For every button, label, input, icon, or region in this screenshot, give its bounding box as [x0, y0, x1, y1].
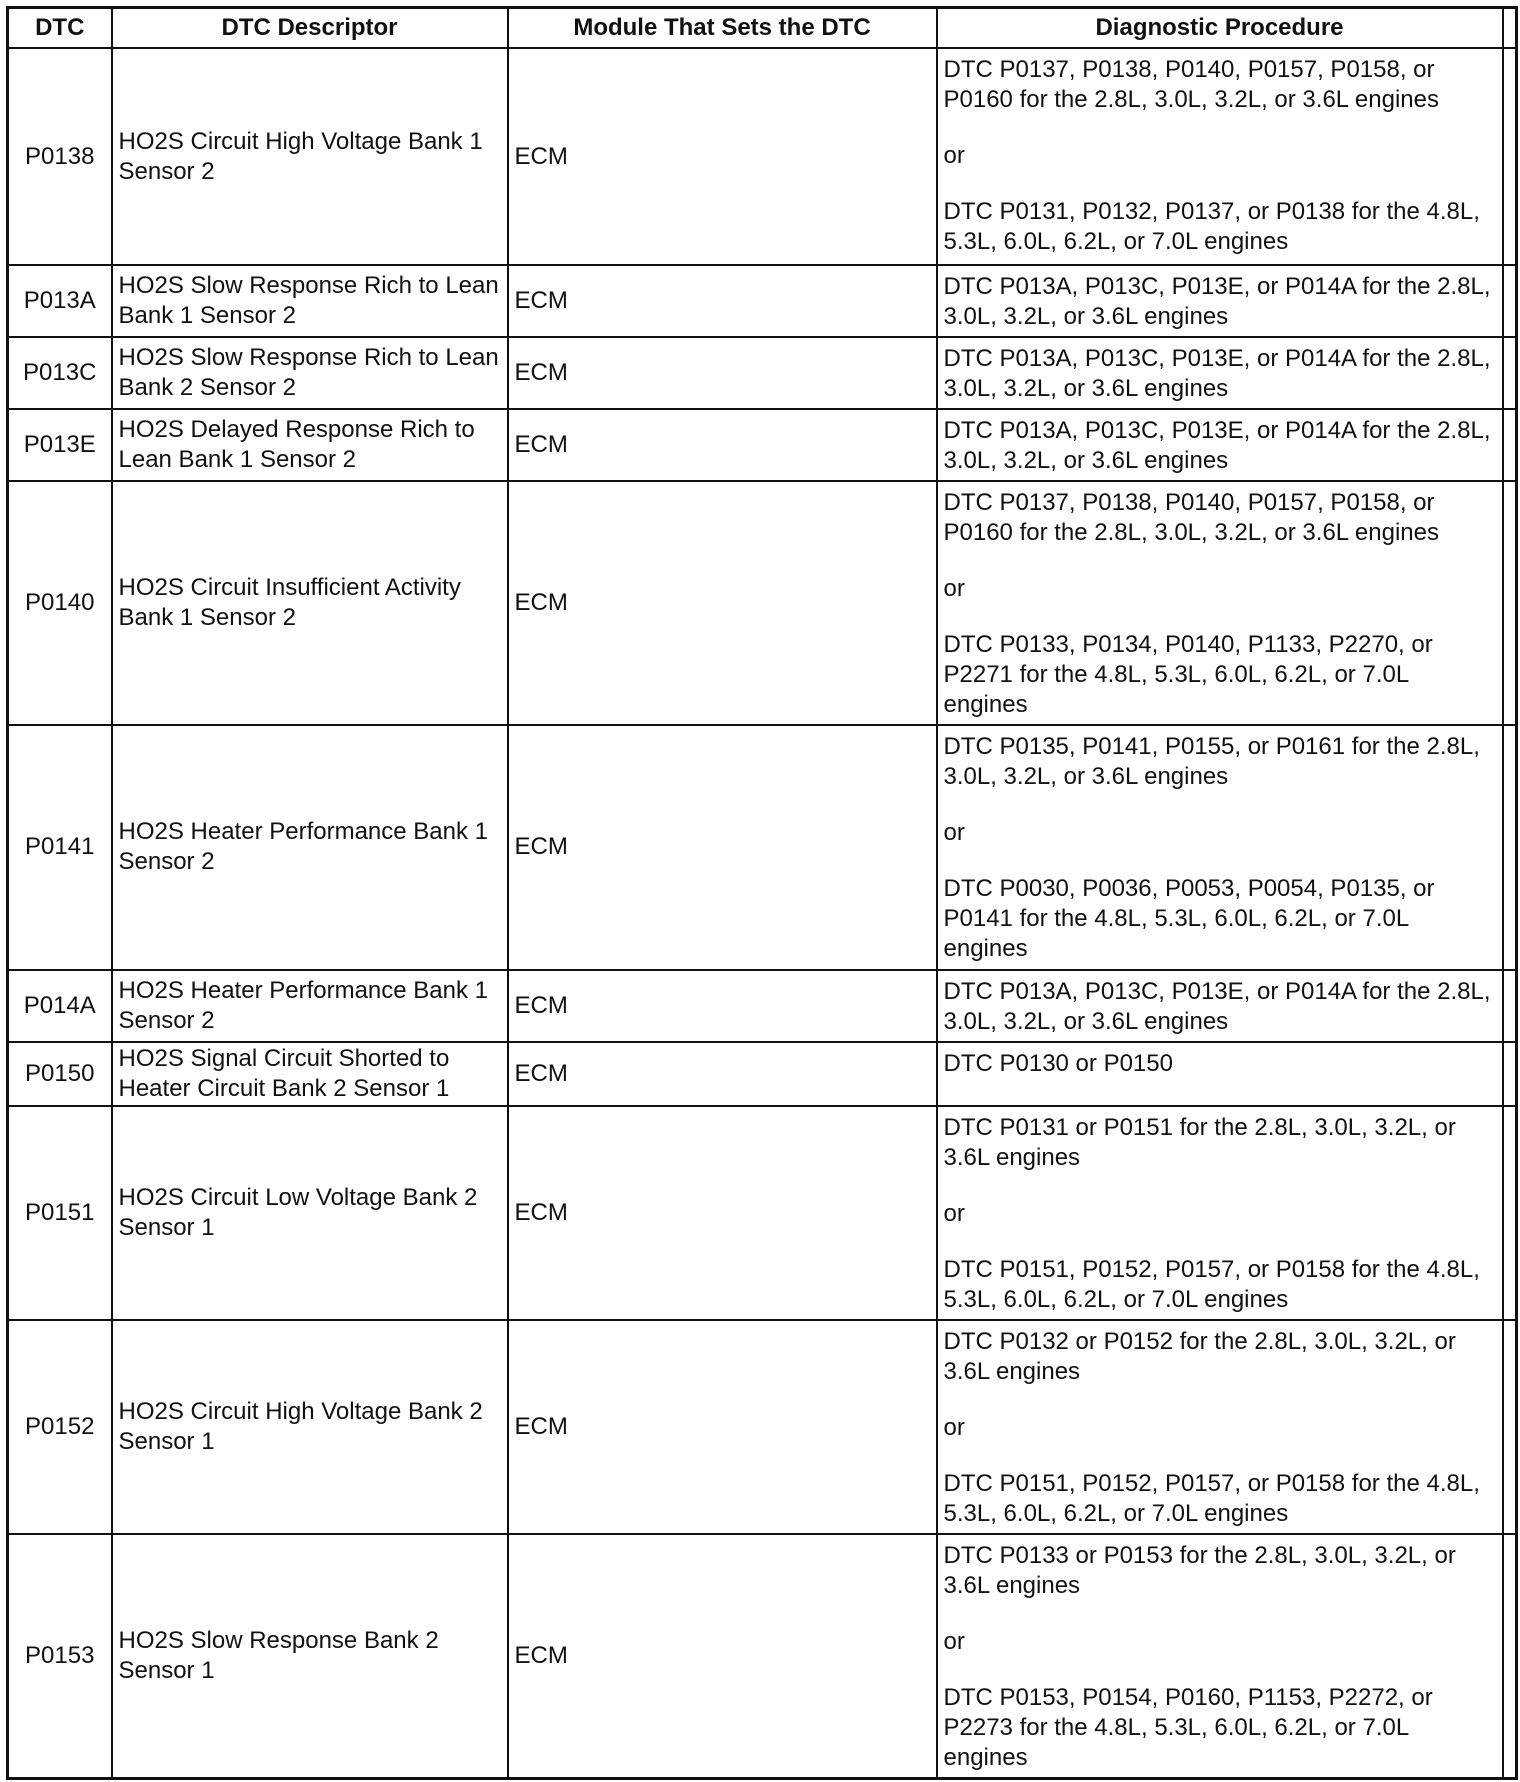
- dtc-descriptor-cell: HO2S Circuit High Voltage Bank 2 Sensor 1: [112, 1320, 508, 1534]
- module-cell: ECM: [508, 409, 937, 481]
- procedure-cell: [937, 725, 1503, 969]
- dtc-descriptor-cell: HO2S Signal Circuit Shorted to Heater Circuit Bank 2 Sensor 1: [112, 1042, 508, 1106]
- table-row: [8, 1320, 1517, 1534]
- module-cell: ECM: [508, 725, 937, 969]
- table-row: [8, 265, 1517, 337]
- module-cell: ECM: [508, 1106, 937, 1320]
- dtc-descriptor-cell: HO2S Heater Performance Bank 1 Sensor 2: [112, 725, 508, 969]
- table-row: [8, 970, 1517, 1042]
- module-cell: ECM: [508, 337, 937, 409]
- table-row: [8, 1042, 1517, 1106]
- procedure-line: DTC P0131 or P0151 for the 2.8L, 3.0L, 3.2L, or 3.6L engines: [943, 1113, 1456, 1171]
- procedure-line: DTC P0130 or P0150: [943, 1049, 1173, 1077]
- procedure-line: DTC P013A, P013C, P013E, or P014A for the 2.8L, 3.0L, 3.2L, or 3.6L engines: [943, 345, 1491, 403]
- module-cell: ECM: [508, 1320, 937, 1534]
- dtc-descriptor-cell: HO2S Delayed Response Rich to Lean Bank 1 Sensor 2: [112, 409, 508, 481]
- dtc-descriptor-cell: HO2S Circuit Insufficient Activity Bank 1 Sensor 2: [112, 481, 508, 725]
- module-cell: ECM: [508, 481, 937, 725]
- procedure-line: or: [943, 1199, 965, 1227]
- row-edge-cell: [1503, 1534, 1517, 1779]
- table-row: [8, 725, 1517, 969]
- procedure-line: DTC P013A, P013C, P013E, or P014A for the 2.8L, 3.0L, 3.2L, or 3.6L engines: [943, 273, 1491, 331]
- table-row: [8, 48, 1517, 265]
- dtc-code-cell: P0153: [8, 1534, 112, 1779]
- row-edge-cell: [1503, 1106, 1517, 1320]
- table-row: [8, 337, 1517, 409]
- dtc-descriptor-cell: HO2S Circuit Low Voltage Bank 2 Sensor 1: [112, 1106, 508, 1320]
- module-cell: ECM: [508, 970, 937, 1042]
- procedure-cell: [937, 1042, 1503, 1106]
- row-edge-cell: [1503, 481, 1517, 725]
- row-edge-cell: [1503, 48, 1517, 265]
- procedure-line: or: [943, 819, 965, 847]
- procedure-line: DTC P0030, P0036, P0053, P0054, P0135, or P0141 for the 4.8L, 5.3L, 6.0L, 6.2L, or 7.0L engines: [943, 875, 1435, 963]
- row-edge-cell: [1503, 725, 1517, 969]
- table-row: [8, 1534, 1517, 1779]
- table-row: [8, 1106, 1517, 1320]
- procedure-line: DTC P0151, P0152, P0157, or P0158 for the 4.8L, 5.3L, 6.0L, 6.2L, or 7.0L engines: [943, 1255, 1480, 1313]
- row-edge-cell: [1503, 409, 1517, 481]
- dtc-code-cell: P013E: [8, 409, 112, 481]
- procedure-cell: [937, 1106, 1503, 1320]
- dtc-code-cell: P013C: [8, 337, 112, 409]
- procedure-cell: [937, 265, 1503, 337]
- procedure-cell: [937, 481, 1503, 725]
- procedure-line: DTC P0137, P0138, P0140, P0157, P0158, or P0160 for the 2.8L, 3.0L, 3.2L, or 3.6L engines: [943, 56, 1439, 113]
- header-row: [8, 8, 1517, 49]
- dtc-code-cell: P013A: [8, 265, 112, 337]
- procedure-cell: [937, 970, 1503, 1042]
- dtc-descriptor-cell: HO2S Slow Response Rich to Lean Bank 1 Sensor 2: [112, 265, 508, 337]
- dtc-descriptor-cell: HO2S Heater Performance Bank 1 Sensor 2: [112, 970, 508, 1042]
- row-edge-cell: [1503, 337, 1517, 409]
- procedure-line: DTC P0135, P0141, P0155, or P0161 for the 2.8L, 3.0L, 3.2L, or 3.6L engines: [943, 733, 1480, 791]
- dtc-descriptor-cell: HO2S Slow Response Bank 2 Sensor 1: [112, 1534, 508, 1779]
- procedure-cell: [937, 1534, 1503, 1779]
- table-row: [8, 481, 1517, 725]
- dtc-code-cell: P0141: [8, 725, 112, 969]
- procedure-line: or: [943, 142, 965, 169]
- procedure-line: DTC P0153, P0154, P0160, P1153, P2272, or P2273 for the 4.8L, 5.3L, 6.0L, 6.2L, or 7.0L engines: [943, 1683, 1433, 1771]
- procedure-line: DTC P0151, P0152, P0157, or P0158 for the 4.8L, 5.3L, 6.0L, 6.2L, or 7.0L engines: [943, 1469, 1480, 1527]
- procedure-line: DTC P0133, P0134, P0140, P1133, P2270, or P2271 for the 4.8L, 5.3L, 6.0L, 6.2L, or 7.0L engines: [943, 631, 1433, 719]
- procedure-line: DTC P0137, P0138, P0140, P0157, P0158, or P0160 for the 2.8L, 3.0L, 3.2L, or 3.6L engines: [943, 489, 1439, 547]
- dtc-table: [6, 6, 1518, 1780]
- procedure-line: DTC P0131, P0132, P0137, or P0138 for the 4.8L, 5.3L, 6.0L, 6.2L, or 7.0L engines: [943, 198, 1480, 255]
- dtc-code-cell: P014A: [8, 970, 112, 1042]
- procedure-cell: [937, 337, 1503, 409]
- dtc-code-cell: P0138: [8, 48, 112, 265]
- module-cell: ECM: [508, 265, 937, 337]
- module-cell: ECM: [508, 48, 937, 265]
- row-edge-cell: [1503, 970, 1517, 1042]
- procedure-line: or: [943, 1627, 965, 1655]
- dtc-descriptor-cell: HO2S Slow Response Rich to Lean Bank 2 Sensor 2: [112, 337, 508, 409]
- header-dtc: DTC: [8, 8, 112, 49]
- header-edge-cell: [1503, 8, 1517, 49]
- module-cell: ECM: [508, 1042, 937, 1106]
- procedure-cell: [937, 409, 1503, 481]
- dtc-code-cell: P0152: [8, 1320, 112, 1534]
- module-cell: ECM: [508, 1534, 937, 1779]
- table-body: [8, 48, 1517, 1779]
- dtc-descriptor-cell: HO2S Circuit High Voltage Bank 1 Sensor 2: [112, 48, 508, 265]
- header-module: Module That Sets the DTC: [508, 8, 937, 49]
- row-edge-cell: [1503, 265, 1517, 337]
- header-descriptor: DTC Descriptor: [112, 8, 508, 49]
- row-edge-cell: [1503, 1042, 1517, 1106]
- header-procedure: Diagnostic Procedure: [937, 8, 1503, 49]
- dtc-code-cell: P0140: [8, 481, 112, 725]
- procedure-line: or: [943, 575, 965, 603]
- procedure-cell: [937, 1320, 1503, 1534]
- procedure-line: DTC P0132 or P0152 for the 2.8L, 3.0L, 3.2L, or 3.6L engines: [943, 1327, 1456, 1385]
- row-edge-cell: [1503, 1320, 1517, 1534]
- procedure-line: DTC P013A, P013C, P013E, or P014A for the 2.8L, 3.0L, 3.2L, or 3.6L engines: [943, 417, 1491, 475]
- procedure-line: DTC P0133 or P0153 for the 2.8L, 3.0L, 3.2L, or 3.6L engines: [943, 1541, 1456, 1599]
- dtc-code-cell: P0150: [8, 1042, 112, 1106]
- table-row: [8, 409, 1517, 481]
- procedure-line: or: [943, 1413, 965, 1441]
- procedure-line: DTC P013A, P013C, P013E, or P014A for the 2.8L, 3.0L, 3.2L, or 3.6L engines: [943, 977, 1491, 1035]
- procedure-cell: [937, 48, 1503, 265]
- dtc-code-cell: P0151: [8, 1106, 112, 1320]
